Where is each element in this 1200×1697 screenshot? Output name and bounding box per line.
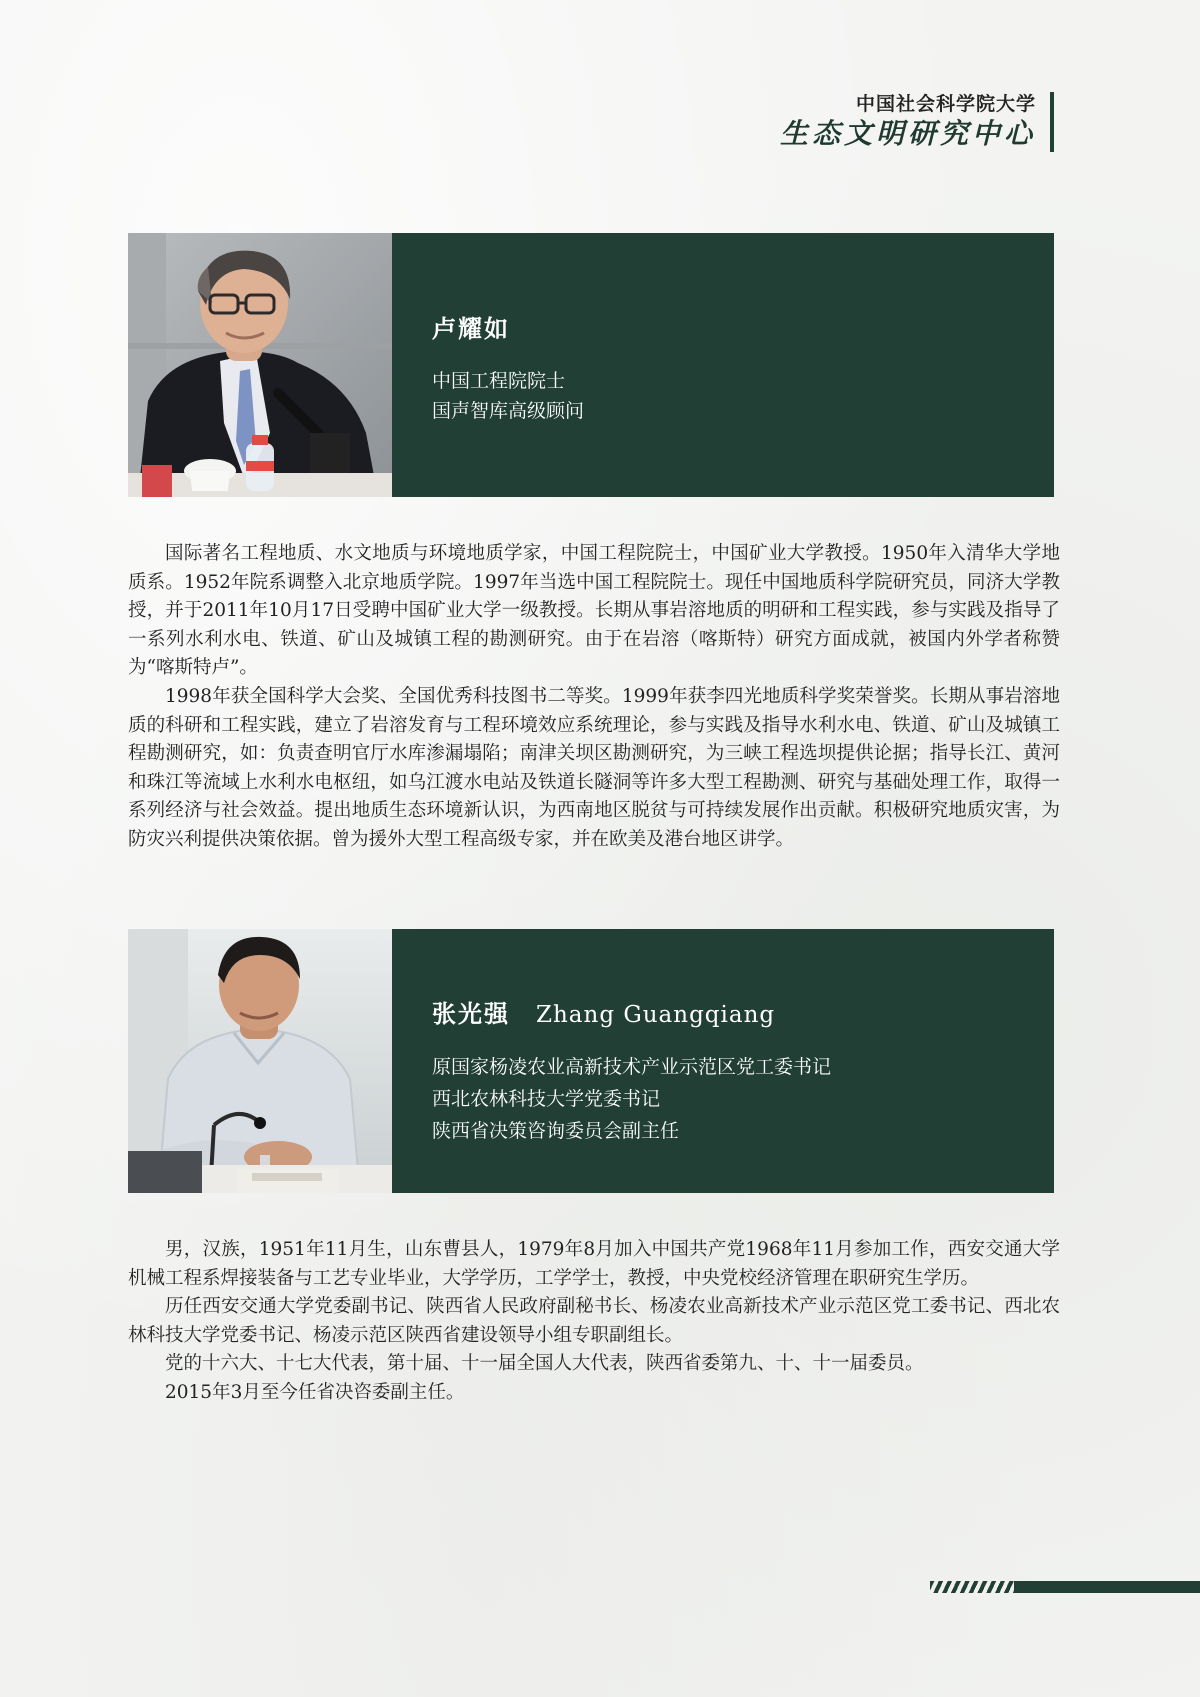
profile-title: 中国工程院院士 [432, 369, 566, 392]
bio-paragraph: 1998年获全国科学大会奖、全国优秀科技图书二等奖。1999年获李四光地质科学奖荣誉奖。长期从事岩溶地质的科研和工程实践，建立了岩溶发育与工程环境效应系统理论，参与实践及指导水利水电、铁道、矿山及城镇工程勘测研究，如：负责查明官厅水库渗漏塌陷；南津关坝区勘测研究，为三峡工程选坝提供论据；指导长江、黄河和珠江等流域上水利水电枢纽，如乌江渡水电站及铁道长隧洞等许多大型工程勘测、研究与基础处理工作，取得一系列经济与社会效益。提出地质生态环境新认识，为西南地区脱贫与可持续发展作出贡献。积极研究地质灾害，为防灾兴利提供决策依据。曾为援外大型工程高级专家，并在欧美及港台地区讲学。 [128, 685, 1060, 850]
profile-name: 张光强 [432, 999, 510, 1028]
footer-stripes [930, 1581, 1014, 1593]
portrait-photo-lu [128, 233, 392, 497]
footer-decoration [930, 1581, 1200, 1593]
name-row [432, 309, 1054, 344]
bio-paragraph: 国际著名工程地质、水文地质与环境地质学家，中国工程院院士，中国矿业大学教授。1950年入清华大学地质系。1952年院系调整入北京地质学院。1997年当选中国工程院院士。现任中国地质科学院研究员，同济大学教授，并于2011年10月17日受聘中国矿业大学一级教授。长期从事岩溶地质的明研和工程实践，参与实践及指导了一系列水利水电、铁道、矿山及城镇工程的勘测研究。由于在岩溶（喀斯特）研究方面成就，被国内外学者称赞为“喀斯特卢”。 [128, 543, 1060, 679]
profile-title: 陕西省决策咨询委员会副主任 [432, 1119, 680, 1142]
header-center-name: 生态文明研究中心 [779, 117, 1036, 150]
profile-title: 西北农林科技大学党委书记 [432, 1087, 661, 1110]
header-org: 中国社会科学院大学 [855, 93, 1036, 115]
bio-paragraph: 男，汉族，1951年11月生，山东曹县人，1979年8月加入中国共产党1968年11月参加工作，西安交通大学机械工程系焊接装备与工艺专业毕业，大学学历，工学学士，教授，中央党校经济管理在职研究生学历。 [128, 1239, 1060, 1289]
biography-zhang [128, 1236, 1060, 1408]
profile-card-zhang [128, 929, 1054, 1193]
portrait-photo-zhang [128, 929, 392, 1193]
footer-bar [1014, 1581, 1200, 1593]
bio-paragraph: 党的十六大、十七大代表，第十届、十一届全国人大代表，陕西省委第九、十、十一届委员。 [165, 1353, 924, 1375]
profile-pinyin: Zhang Guangqiang [536, 1001, 776, 1028]
page-header [780, 92, 1054, 152]
profile-title: 原国家杨凌农业高新技术产业示范区党工委书记 [432, 1055, 832, 1078]
name-row [432, 994, 1054, 1029]
profile-card-lu [128, 233, 1054, 497]
profile-name: 卢耀如 [432, 314, 510, 343]
profile-title: 国声智库高级顾问 [432, 399, 585, 422]
portrait-illustration [128, 233, 392, 497]
bio-paragraph: 历任西安交通大学党委副书记、陕西省人民政府副秘书长、杨凌农业高新技术产业示范区党工委书记、西北农林科技大学党委书记、杨凌示范区陕西省建设领导小组专职副组长。 [128, 1296, 1060, 1346]
biography-lu [128, 540, 1060, 855]
profile-info-zhang [392, 929, 1054, 1193]
profile-info-lu [392, 233, 1054, 497]
bio-paragraph: 2015年3月至今任省决咨委副主任。 [165, 1381, 465, 1403]
portrait-illustration [128, 929, 392, 1193]
